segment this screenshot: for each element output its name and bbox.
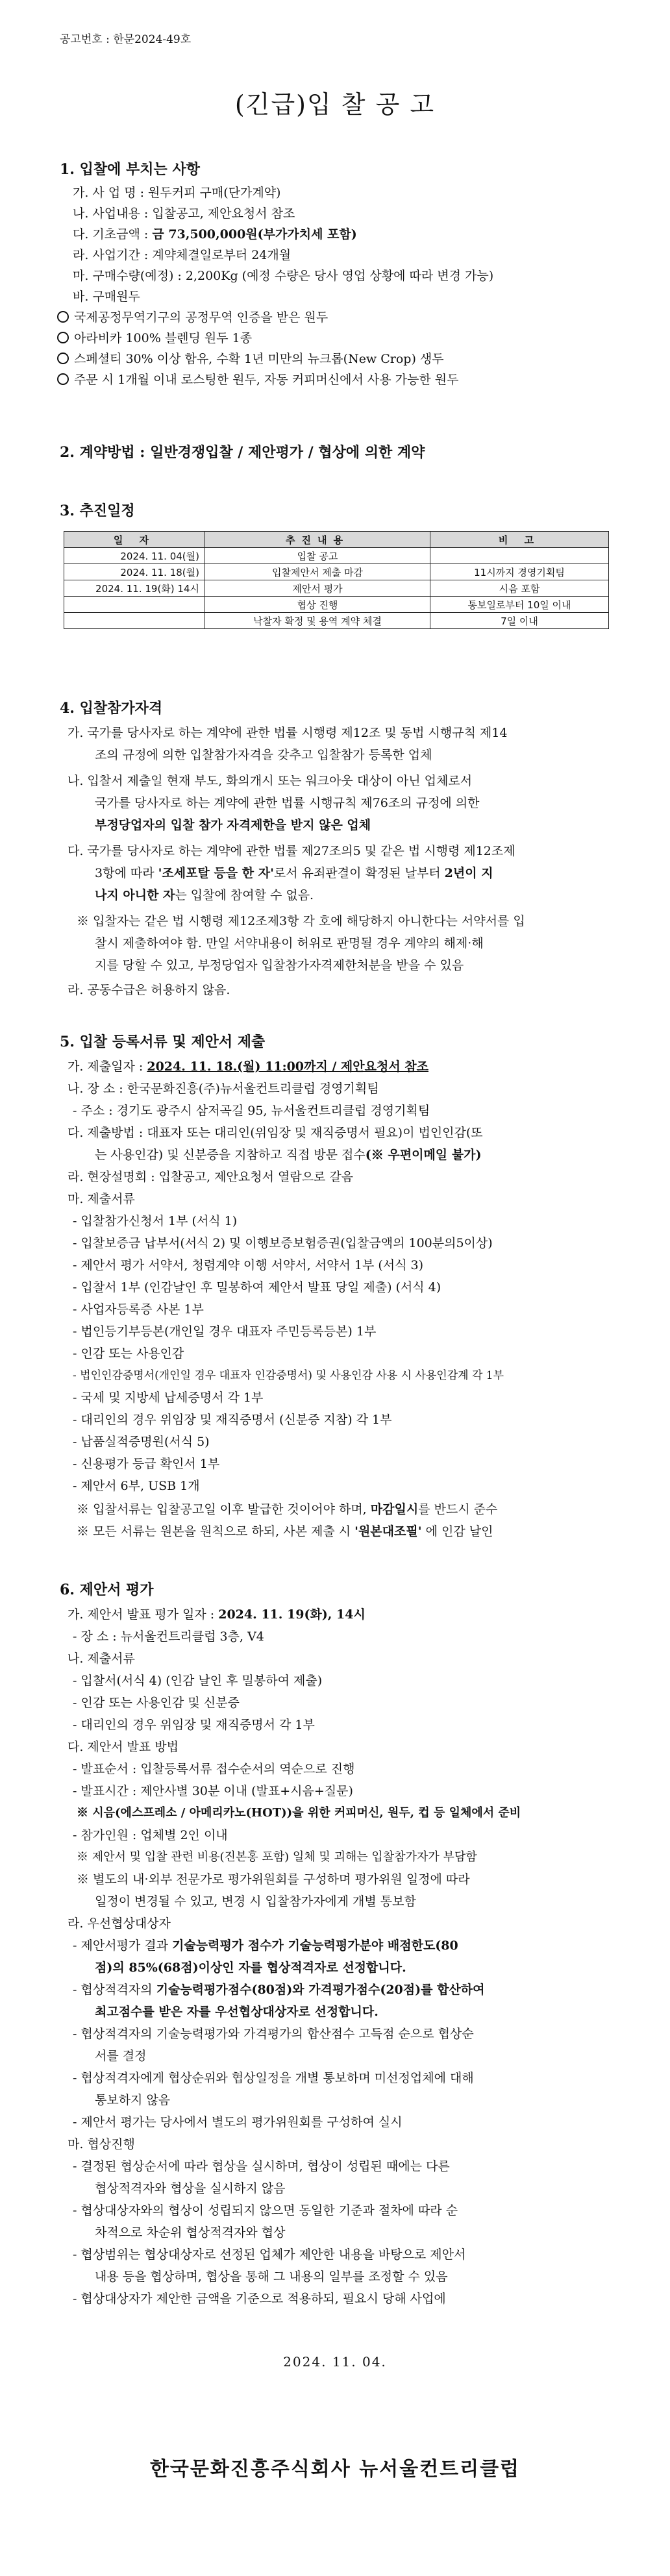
s6-line: 최고점수를 받은 자를 우선협상대상자로 선정합니다. xyxy=(95,2005,378,2019)
s6-text: - 제안서평가 결과 xyxy=(73,1938,173,1953)
s4-text: 2년이 지 xyxy=(444,866,493,880)
s5-line-c2 xyxy=(95,1145,481,1163)
s4-line: 가. 국가를 당사자로 하는 계약에 관한 법률 시행령 제12조 및 동법 시행규칙 제14 xyxy=(68,726,508,740)
s6-line: - 인감 또는 사용인감 및 신분증 xyxy=(73,1696,240,1710)
s5-doc-item: - 제안서 평가 서약서, 청렴계약 이행 서약서, 서약서 1부 (서식 3) xyxy=(73,1258,424,1272)
s1-bullet-2-text: 아라비카 100% 블렌딩 원두 1종 xyxy=(74,331,253,345)
s4-line: 나. 입찰서 제출일 현재 부도, 화의개시 또는 워크아웃 대상이 아닌 업체로서 xyxy=(68,774,473,788)
s5-doc-item: - 인감 또는 사용인감 xyxy=(73,1346,184,1361)
schedule-cell: 2024. 11. 18(월) xyxy=(64,564,205,580)
s6-line-a xyxy=(68,1605,366,1622)
s5-doc-item: - 입찰보증금 납부서(서식 2) 및 이행보증보험증권(입찰금액의 100분의5이상) xyxy=(73,1236,493,1250)
s6-line: - 참가인원 : 업체별 2인 이내 xyxy=(73,1828,228,1842)
schedule-cell: 제안서 평가 xyxy=(205,580,430,597)
s5-doc-item: - 사업자등록증 사본 1부 xyxy=(73,1302,204,1317)
schedule-cell: 2024. 11. 04(월) xyxy=(64,548,205,564)
schedule-header-row xyxy=(64,532,609,548)
s6-line: - 결정된 협상순서에 따라 협상을 실시하며, 협상이 성립된 때에는 다른 xyxy=(73,2159,450,2174)
schedule-row xyxy=(64,613,609,629)
schedule-cell xyxy=(64,597,205,613)
base-price: 금 73,500,000원(부가가치세 포함) xyxy=(152,227,357,242)
s5-doc-item: - 대리인의 경우 위임장 및 재직증명서 (신분증 지참) 각 1부 xyxy=(73,1413,392,1427)
s1-bullet-1 xyxy=(57,308,328,325)
s1-line-f: 바. 구매원두 xyxy=(73,290,140,304)
s4-line xyxy=(95,886,314,903)
section-3-heading: 3. 추진일정 xyxy=(60,502,135,519)
submission-deadline: 2024. 11. 18.(월) 11:00까지 / 제안요청서 참조 xyxy=(147,1059,428,1074)
section-6-heading: 6. 제안서 평가 xyxy=(60,1581,154,1598)
circle-bullet-icon xyxy=(57,311,69,323)
s5-line-c1: 다. 제출방법 : 대표자 또는 대리인(위임장 및 재직증명서 필요)이 법인인감(또 xyxy=(68,1126,483,1140)
s1-bullet-3-text: 스페셜티 30% 이상 함유, 수확 1년 미만의 뉴크롭(New Crop) 생두 xyxy=(74,352,444,366)
s5-text: 를 반드시 준수 xyxy=(418,1502,498,1517)
s4-line: ※ 입찰자는 같은 법 시행령 제12조제3항 각 호에 해당하지 아니한다는 서약서를 입 xyxy=(77,914,525,928)
s6-line: 협상적격자와 협상을 실시하지 않음 xyxy=(95,2181,286,2196)
schedule-cell: 2024. 11. 19(화) 14시 xyxy=(64,580,205,597)
s6-text: 기술능력평가점수(80점)와 가격평가점수(20점)를 합산하여 xyxy=(156,1983,485,1997)
s6-line: 일정이 변경될 수 있고, 변경 시 입찰참가자에게 개별 통보함 xyxy=(95,1894,416,1909)
s6-line: 차적으로 차순위 협상적격자와 협상 xyxy=(95,2225,286,2240)
s1-bullet-4 xyxy=(57,370,458,388)
schedule-row xyxy=(64,564,609,580)
s5-text: '원본대조필' xyxy=(354,1524,422,1539)
s6-line: ※ 시음(에스프레소 / 아메리카노(HOT))을 위한 커피머신, 원두, 컵 등 일체에서 준비 xyxy=(77,1806,521,1820)
s6-line: - 협상적격자의 기술능력평가와 가격평가의 합산점수 고득점 순으로 협상순 xyxy=(73,2027,474,2041)
s6-line: 점)의 85%(68점)이상인 자를 협상적격자로 선정합니다. xyxy=(95,1961,406,1975)
s6-line: - 발표순서 : 입찰등록서류 접수순서의 역순으로 진행 xyxy=(73,1762,355,1776)
schedule-cell: 7일 이내 xyxy=(430,613,609,629)
s5-text: ※ 모든 서류는 원본을 원칙으로 하되, 사본 제출 시 xyxy=(77,1524,355,1539)
s4-line: 라. 공동수급은 허용하지 않음. xyxy=(68,983,230,997)
s4-line: 국가를 당사자로 하는 계약에 관한 법률 시행규칙 제76조의 규정에 의한 xyxy=(95,796,480,810)
schedule-table xyxy=(64,531,609,629)
s6-line: 내용 등을 협상하며, 협상을 통해 그 내용의 일부를 조정할 수 있음 xyxy=(95,2270,448,2284)
s5-line-a xyxy=(68,1057,428,1074)
page-title: (긴급)입 찰 공 고 xyxy=(234,90,436,119)
s1-line-e: 마. 구매수량(예정) : 2,200Kg (예정 수량은 당사 영업 상황에 따라 변경 가능) xyxy=(73,269,494,283)
s6-line: - 제안서 평가는 당사에서 별도의 평가위원회를 구성하여 실시 xyxy=(73,2115,403,2129)
s6-line: - 협상범위는 협상대상자로 선정된 업체가 제안한 내용을 바탕으로 제안서 xyxy=(73,2248,466,2262)
s1-c-label: 다. 기초금액 : xyxy=(73,227,153,242)
s4-text: 나지 아니한 자 xyxy=(95,888,175,902)
schedule-row xyxy=(64,580,609,597)
presentation-date: 2024. 11. 19(화), 14시 xyxy=(218,1607,366,1622)
s4-line: 지를 당할 수 있고, 부정당업자 입찰참가자격제한처분을 받을 수 있음 xyxy=(95,958,464,972)
s6-line: - 장 소 : 뉴서울컨트리클럽 3층, V4 xyxy=(73,1629,264,1644)
s4-text: 3항에 따라 xyxy=(95,866,158,880)
s4-text: 로서 유죄판결이 확정된 날부터 xyxy=(273,866,445,880)
s1-line-d: 라. 사업기간 : 계약체결일로부터 24개월 xyxy=(73,248,292,262)
s1-bullet-1-text: 국제공정무역기구의 공정무역 인증을 받은 원두 xyxy=(74,310,329,325)
schedule-cell: 입찰제안서 제출 마감 xyxy=(205,564,430,580)
notice-number: 공고번호 : 한문2024-49호 xyxy=(60,33,192,46)
s5-doc-item: - 납품실적증명원(서식 5) xyxy=(73,1435,210,1449)
s5-doc-item: - 국세 및 지방세 납세증명서 각 1부 xyxy=(73,1391,264,1405)
s6-line: 라. 우선협상대상자 xyxy=(68,1916,171,1931)
circle-bullet-icon xyxy=(57,332,69,343)
s5-doc-item: - 입찰참가신청서 1부 (서식 1) xyxy=(73,1214,238,1228)
s5-text: 가. 제출일자 : xyxy=(68,1059,147,1074)
schedule-header: 비 고 xyxy=(430,532,609,548)
s6-line: 서를 결정 xyxy=(95,2049,147,2063)
section-1-heading: 1. 입찰에 부치는 사항 xyxy=(60,161,200,178)
s5-text: (※ 우편이메일 불가) xyxy=(365,1148,482,1162)
s6-text: - 협상적격자의 xyxy=(73,1983,156,1997)
s6-line xyxy=(73,1980,484,1998)
schedule-cell xyxy=(64,613,205,629)
s6-line: ※ 제안서 및 입찰 관련 비용(진본홍 포함) 일체 및 괴해는 입찰참가자가 부담함 xyxy=(77,1850,477,1864)
s6-line: 통보하지 않음 xyxy=(95,2093,171,2107)
s6-line xyxy=(73,1936,458,1953)
s6-line: 나. 제출서류 xyxy=(68,1652,135,1666)
s5-text: 마감일시 xyxy=(370,1502,419,1517)
s6-line: 다. 제안서 발표 방법 xyxy=(68,1740,179,1754)
s1-bullet-2 xyxy=(57,328,252,346)
schedule-header: 추진내용 xyxy=(205,532,430,548)
s4-line: 찰시 제출하여야 함. 만일 서약내용이 허위로 판명될 경우 계약의 해제·해 xyxy=(95,936,484,950)
s5-doc-item: - 입찰서 1부 (인감날인 후 밀봉하여 제안서 발표 당일 제출) (서식 4) xyxy=(73,1280,441,1294)
s4-line: 조의 규정에 의한 입찰참가자격을 갖추고 입찰참가 등록한 업체 xyxy=(95,748,432,762)
schedule-cell: 협상 진행 xyxy=(205,597,430,613)
s5-text: 는 사용인감) 및 신분증을 지참하고 직접 방문 접수 xyxy=(95,1148,366,1162)
s6-line: ※ 별도의 내·외부 전문가로 평가위원회를 구성하며 평가위원 일정에 따라 xyxy=(77,1872,470,1887)
s5-text: ※ 입찰서류는 입찰공고일 이후 발급한 것이어야 하며, xyxy=(77,1502,371,1517)
schedule-cell: 낙찰자 확정 및 용역 계약 체결 xyxy=(205,613,430,629)
s5-line-b: 나. 장 소 : 한국문화진흥(주)뉴서울컨트리클럽 경영기획팀 xyxy=(68,1082,379,1096)
s6-line: - 입찰서(서식 4) (인감 날인 후 밀봉하여 제출) xyxy=(73,1674,323,1688)
s1-bullet-3 xyxy=(57,349,444,367)
s5-doc-item: - 법인인감증명서(개인일 경우 대표자 인감증명서) 및 사용인감 사용 시 사용인감계 각 1부 xyxy=(73,1369,504,1382)
s5-line-d: 라. 현장설명회 : 입찰공고, 제안요청서 열람으로 갈음 xyxy=(68,1170,354,1184)
section-4-heading: 4. 입찰참가자격 xyxy=(60,700,163,717)
schedule-row xyxy=(64,597,609,613)
section-5-heading: 5. 입찰 등록서류 및 제안서 제출 xyxy=(60,1034,266,1050)
s5-doc-item: - 법인등기부등본(개인일 경우 대표자 주민등록등본) 1부 xyxy=(73,1324,377,1339)
s5-note-2 xyxy=(77,1522,493,1539)
schedule-cell: 11시까지 경영기획팀 xyxy=(430,564,609,580)
s6-line: - 협상적격자에게 협상순위와 협상일정을 개별 통보하며 미선정업체에 대해 xyxy=(73,2071,474,2085)
schedule-cell: 통보일로부터 10일 이내 xyxy=(430,597,609,613)
s6-line: 마. 협상진행 xyxy=(68,2137,135,2151)
schedule-cell xyxy=(430,548,609,564)
circle-bullet-icon xyxy=(57,353,69,364)
s5-doc-item: - 신용평가 등급 확인서 1부 xyxy=(73,1457,220,1471)
s5-line-e: 마. 제출서류 xyxy=(68,1192,135,1206)
notice-date: 2024. 11. 04. xyxy=(283,2354,387,2370)
s6-line: - 협상대상자가 제안한 금액을 기준으로 적용하되, 필요시 당해 사업에 xyxy=(73,2292,446,2306)
s4-text: '조세포탈 등을 한 자' xyxy=(158,866,274,880)
s6-line: - 발표시간 : 제안사별 30분 이내 (발표+시음+질문) xyxy=(73,1784,353,1798)
s6-text: 가. 제안서 발표 평가 일자 : xyxy=(68,1607,219,1622)
s6-line: - 대리인의 경우 위임장 및 재직증명서 각 1부 xyxy=(73,1718,315,1732)
organization-name: 한국문화진흥주식회사 뉴서울컨트리클럽 xyxy=(149,2458,521,2481)
s4-line: 부정당업자의 입찰 참가 자격제한을 받지 않은 업체 xyxy=(95,818,371,832)
schedule-cell: 시음 포함 xyxy=(430,580,609,597)
s1-line-c xyxy=(73,225,357,242)
circle-bullet-icon xyxy=(57,373,69,385)
s5-doc-item: - 제안서 6부, USB 1개 xyxy=(73,1479,200,1493)
s1-line-b: 나. 사업내용 : 입찰공고, 제안요청서 참조 xyxy=(73,206,295,221)
s6-line: - 협상대상자와의 협상이 성립되지 않으면 동일한 기준과 절차에 따라 순 xyxy=(73,2203,458,2218)
s5-line-b2: - 주소 : 경기도 광주시 삼저곡길 95, 뉴서울컨트리클럽 경영기획팀 xyxy=(73,1104,430,1118)
section-2-heading: 2. 계약방법 : 일반경쟁입찰 / 제안평가 / 협상에 의한 계약 xyxy=(60,444,425,461)
s4-text: 는 입찰에 참여할 수 없음. xyxy=(175,888,314,902)
s4-line: 다. 국가를 당사자로 하는 계약에 관한 법률 제27조의5 및 같은 법 시행령 제12조제 xyxy=(68,844,515,858)
s4-line xyxy=(95,863,493,881)
schedule-row xyxy=(64,548,609,564)
schedule-header: 일 자 xyxy=(64,532,205,548)
s5-text: 에 인감 날인 xyxy=(421,1524,493,1539)
s6-text: 기술능력평가 점수가 기술능력평가분야 배점한도(80 xyxy=(172,1938,458,1953)
s1-bullet-4-text: 주문 시 1개월 이내 로스팅한 원두, 자동 커피머신에서 사용 가능한 원두 xyxy=(74,373,459,387)
s1-line-a: 가. 사 업 명 : 원두커피 구매(단가계약) xyxy=(73,186,281,200)
s5-note-1 xyxy=(77,1500,497,1517)
schedule-cell: 입찰 공고 xyxy=(205,548,430,564)
